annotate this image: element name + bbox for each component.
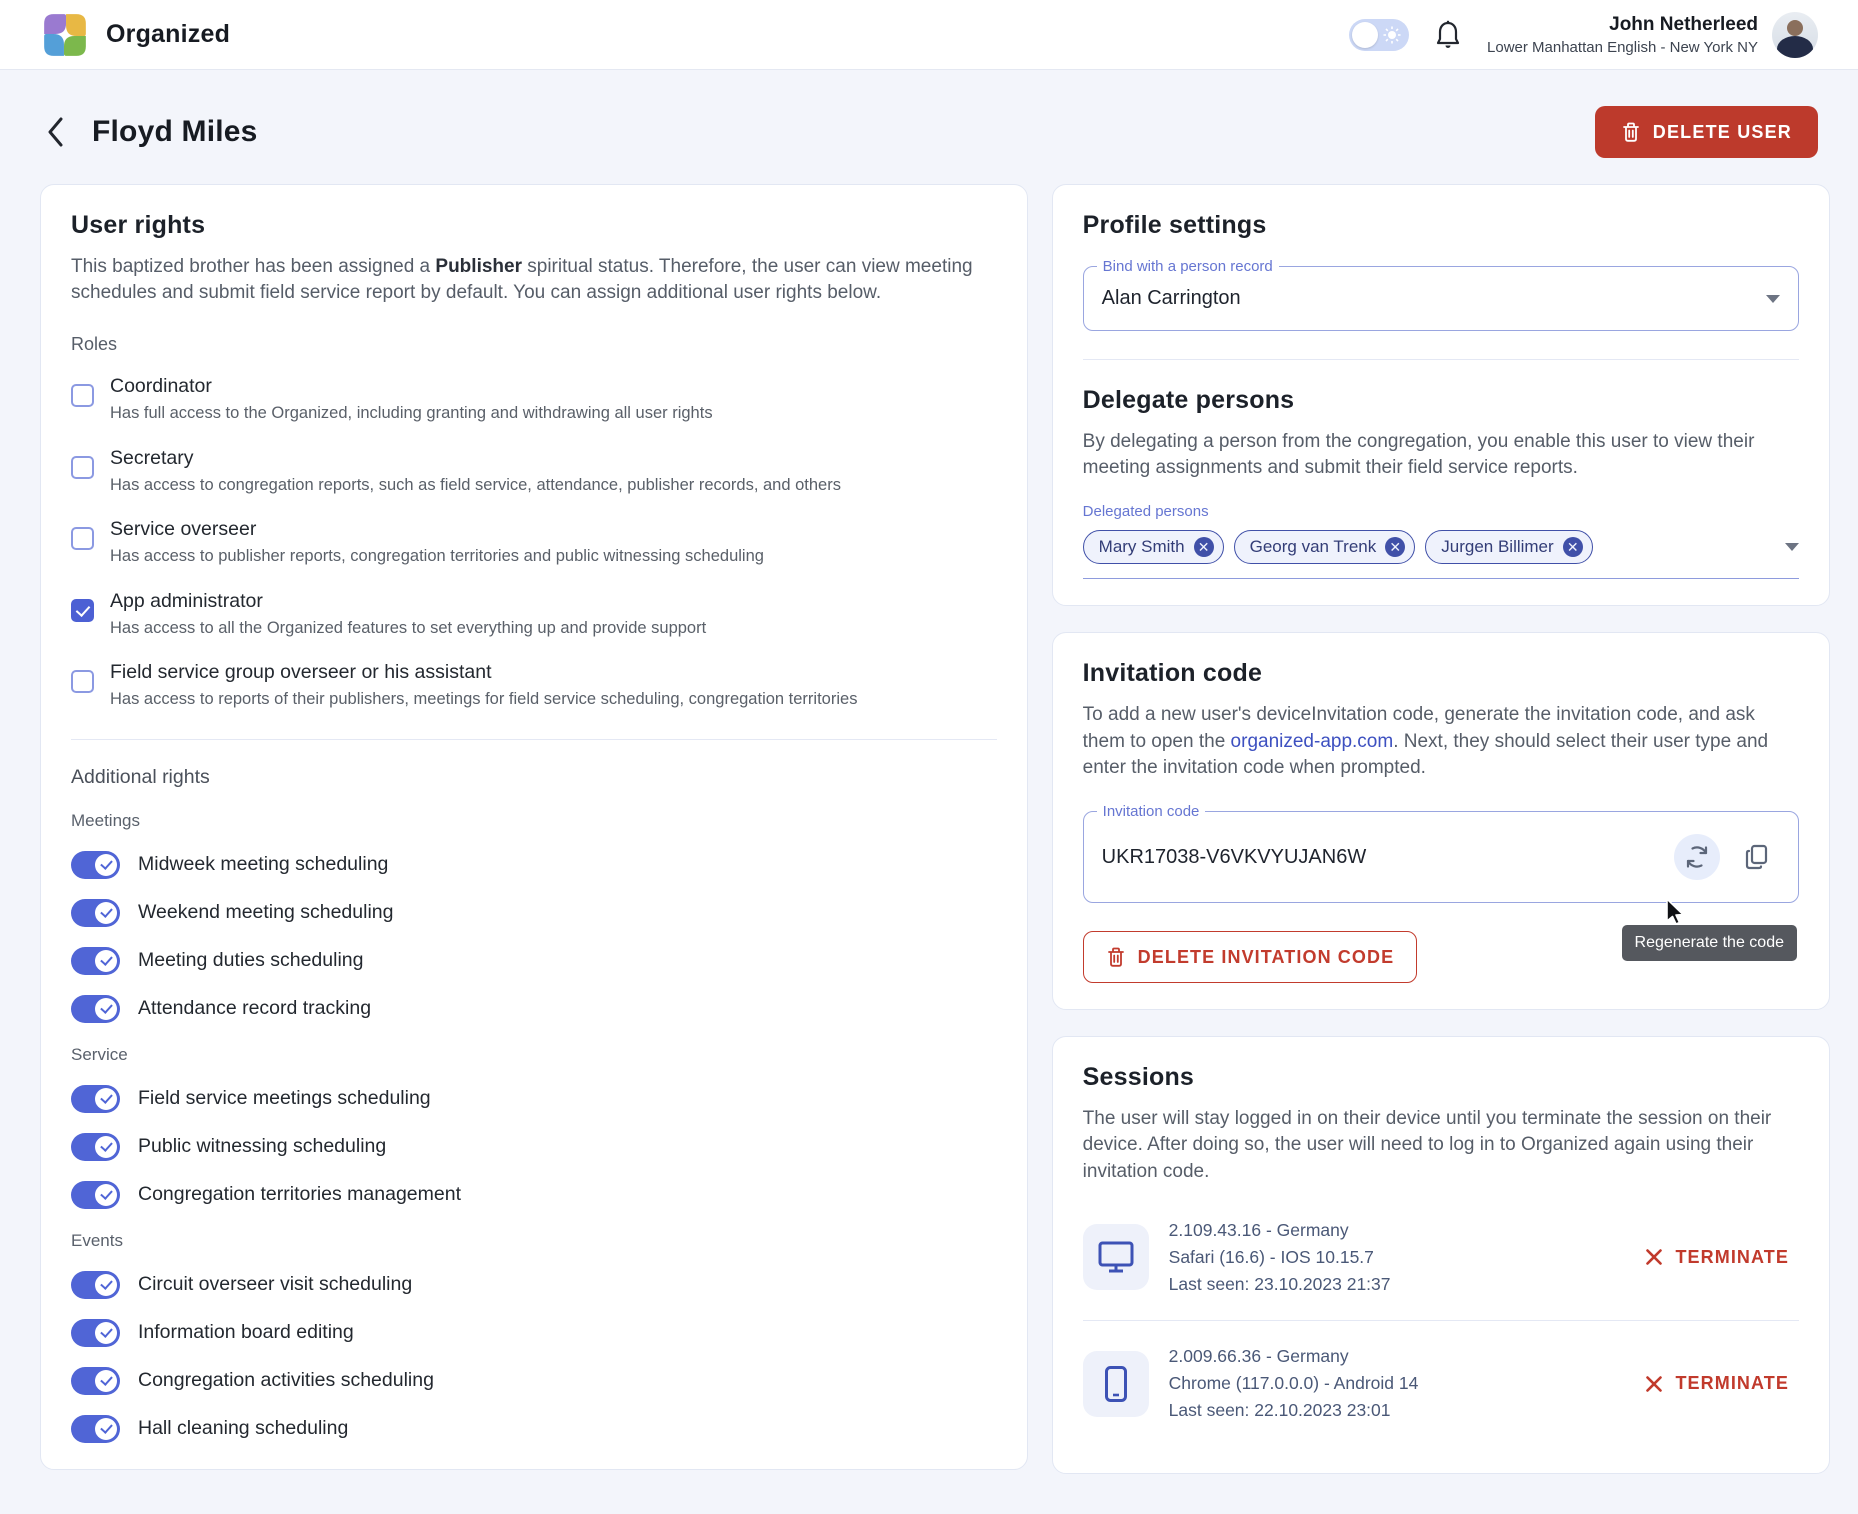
refresh-icon — [1684, 844, 1710, 870]
session-client: Chrome (117.0.0.0) - Android 14 — [1168, 1373, 1419, 1394]
avatar[interactable] — [1772, 12, 1818, 58]
role-checkbox[interactable] — [71, 527, 94, 550]
role-row — [71, 518, 997, 567]
role-checkbox[interactable] — [71, 599, 94, 622]
toggle-thumb-check-icon — [95, 1136, 117, 1158]
role-row — [71, 661, 997, 710]
toggle-switch[interactable] — [71, 1319, 120, 1347]
profile-settings-card — [1052, 184, 1830, 606]
current-user-congregation: Lower Manhattan English - New York NY — [1487, 38, 1758, 56]
right-toggle-row[interactable] — [71, 1415, 997, 1443]
role-description: Has access to reports of their publishers, meetings for field service scheduling, congregation territories — [110, 690, 858, 709]
toggle-thumb-check-icon — [95, 1322, 117, 1344]
toggle-thumb-check-icon — [95, 902, 117, 924]
role-description: Has access to publisher reports, congregation territories and public witnessing scheduling — [110, 547, 764, 566]
toggle-label: Congregation territories management — [138, 1183, 462, 1206]
chevron-down-icon — [1766, 295, 1780, 303]
regenerate-code-button[interactable] — [1674, 834, 1720, 880]
delegated-persons-field[interactable] — [1083, 520, 1799, 579]
chevron-down-icon — [1785, 543, 1799, 551]
invitation-code-field[interactable] — [1083, 803, 1799, 903]
toggle-label: Attendance record tracking — [138, 997, 372, 1020]
delegate-persons-title: Delegate persons — [1082, 386, 1295, 414]
trash-icon — [1621, 121, 1641, 143]
invitation-code-field-label: Invitation code — [1097, 803, 1206, 820]
regenerate-tooltip: Regenerate the code — [1622, 925, 1797, 961]
device-icon-tile — [1083, 1351, 1149, 1417]
role-label: Secretary — [110, 446, 194, 469]
toggle-switch[interactable] — [71, 1415, 120, 1443]
copy-icon — [1745, 844, 1769, 870]
right-toggle-row[interactable] — [71, 851, 997, 879]
organized-app-link[interactable]: organized-app.com — [1230, 730, 1394, 752]
right-toggle-row[interactable] — [71, 899, 997, 927]
session-row — [1083, 1195, 1799, 1320]
role-row — [71, 375, 997, 424]
notifications-bell-icon[interactable] — [1435, 20, 1461, 50]
mouse-cursor — [1663, 897, 1687, 927]
toggle-thumb-check-icon — [95, 998, 117, 1020]
right-toggle-row[interactable] — [71, 995, 997, 1023]
app-name: Organized — [106, 20, 231, 48]
theme-toggle[interactable] — [1349, 19, 1409, 51]
additional-rights-list — [71, 811, 997, 1443]
right-toggle-row[interactable] — [71, 1181, 997, 1209]
role-checkbox[interactable] — [71, 384, 94, 407]
top-header — [0, 0, 1858, 70]
invitation-code-title: Invitation code — [1082, 659, 1263, 688]
smartphone-icon — [1104, 1365, 1128, 1403]
sessions-title: Sessions — [1082, 1063, 1195, 1092]
toggle-label: Circuit overseer visit scheduling — [138, 1273, 413, 1296]
chip-label: Georg van Trenk — [1249, 537, 1377, 557]
remove-chip-icon[interactable]: ✕ — [1194, 537, 1214, 557]
role-checkbox[interactable] — [71, 670, 94, 693]
toggle-thumb-check-icon — [95, 1418, 117, 1440]
bind-person-select[interactable] — [1083, 258, 1799, 331]
toggle-label: Meeting duties scheduling — [138, 949, 364, 972]
toggle-switch[interactable] — [71, 1271, 120, 1299]
delete-invitation-code-button[interactable]: DELETE INVITATION CODE — [1083, 931, 1418, 983]
session-last-seen: Last seen: 23.10.2023 21:37 — [1168, 1274, 1391, 1294]
toggle-switch[interactable] — [71, 1181, 120, 1209]
roles-list — [71, 375, 997, 710]
right-toggle-row[interactable] — [71, 1271, 997, 1299]
toggle-switch[interactable] — [71, 947, 120, 975]
user-rights-title: User rights — [71, 211, 206, 239]
invitation-code-value: UKR17038-V6VKVYUJAN6W — [1101, 845, 1367, 868]
session-client: Safari (16.6) - IOS 10.15.7 — [1168, 1246, 1374, 1267]
device-icon-tile — [1083, 1224, 1149, 1290]
toggle-thumb-check-icon — [95, 1184, 117, 1206]
toggle-label: Hall cleaning scheduling — [138, 1417, 349, 1440]
app-logo-icon — [40, 10, 90, 60]
chip-label: Mary Smith — [1098, 537, 1185, 557]
toggle-label: Information board editing — [138, 1321, 354, 1344]
toggle-switch[interactable] — [71, 899, 120, 927]
user-rights-intro: This baptized brother has been assigned a Publisher spiritual status. Therefore, the user can view meeting schedules and submit field service report by default. You can assign additional user rights below. — [71, 256, 973, 304]
right-toggle-row[interactable] — [71, 947, 997, 975]
toggle-label: Field service meetings scheduling — [138, 1087, 431, 1110]
role-label: Service overseer — [110, 518, 257, 541]
toggle-switch[interactable] — [71, 1133, 120, 1161]
delegated-person-chip[interactable] — [1083, 530, 1224, 564]
session-ip-location: 2.009.66.36 - Germany — [1168, 1346, 1349, 1367]
role-row — [71, 590, 997, 639]
rights-group-label: Service — [71, 1044, 128, 1064]
right-toggle-row[interactable] — [71, 1367, 997, 1395]
chip-label: Jurgen Billimer — [1441, 537, 1554, 557]
trash-icon — [1106, 946, 1126, 968]
delegate-persons-description: By delegating a person from the congregation, you enable this user to view their meeting assignments and submit their field service reports. — [1082, 431, 1755, 479]
profile-settings-title: Profile settings — [1082, 211, 1267, 239]
toggle-switch[interactable] — [71, 851, 120, 879]
back-button[interactable] — [40, 117, 70, 147]
toggle-thumb-check-icon — [95, 1274, 117, 1296]
role-description: Has full access to the Organized, including granting and withdrawing all user rights — [110, 404, 713, 423]
rights-group-label: Meetings — [71, 810, 140, 830]
right-toggle-row[interactable] — [71, 1319, 997, 1347]
session-ip-location: 2.109.43.16 - Germany — [1168, 1219, 1349, 1240]
divider — [1083, 359, 1799, 360]
sessions-description: The user will stay logged in on their device until you terminate the session on their device. After doing so, the user will need to log in to Organized again using their invitation code. — [1082, 1108, 1772, 1182]
invitation-code-card — [1052, 632, 1830, 1010]
role-checkbox[interactable] — [71, 456, 94, 479]
role-label: App administrator — [110, 589, 263, 612]
delegated-persons-label: Delegated persons — [1082, 503, 1209, 521]
roles-label: Roles — [71, 334, 118, 355]
toggle-thumb-check-icon — [95, 1088, 117, 1110]
close-x-icon — [1645, 1248, 1663, 1266]
role-label: Field service group overseer or his assistant — [110, 661, 492, 684]
bind-person-label: Bind with a person record — [1097, 258, 1279, 275]
toggle-switch[interactable] — [71, 995, 120, 1023]
user-menu[interactable] — [1487, 12, 1818, 58]
role-description: Has access to all the Organized features to set everything up and provide support — [110, 618, 707, 637]
toggle-thumb-check-icon — [95, 950, 117, 972]
terminate-session-button[interactable]: TERMINATE — [1635, 1239, 1799, 1276]
delegated-person-chip[interactable] — [1234, 530, 1416, 564]
toggle-label: Public witnessing scheduling — [138, 1135, 387, 1158]
toggle-label: Weekend meeting scheduling — [138, 901, 394, 924]
toggle-label: Congregation activities scheduling — [138, 1369, 434, 1392]
right-toggle-row[interactable] — [71, 1085, 997, 1113]
invitation-code-description: To add a new user's deviceInvitation code, generate the invitation code, and ask them to open the organized-app.com. Next, they should select their user type and enter the invitation code when prompted. — [1082, 704, 1769, 778]
toggle-label: Midweek meeting scheduling — [138, 853, 389, 876]
session-last-seen: Last seen: 22.10.2023 23:01 — [1168, 1400, 1391, 1421]
divider — [71, 739, 997, 740]
copy-code-button[interactable] — [1734, 834, 1780, 880]
toggle-switch[interactable] — [71, 1085, 120, 1113]
theme-toggle-knob — [1352, 22, 1378, 48]
remove-chip-icon[interactable]: ✕ — [1563, 537, 1583, 557]
role-label: Coordinator — [110, 375, 212, 398]
additional-rights-label: Additional rights — [71, 765, 210, 788]
sessions-card — [1052, 1036, 1830, 1473]
delete-user-button[interactable]: DELETE USER — [1595, 106, 1818, 158]
bind-person-value: Alan Carrington — [1101, 287, 1241, 309]
role-description: Has access to congregation reports, such as field service, attendance, publisher records, and others — [110, 475, 841, 494]
session-row — [1083, 1320, 1799, 1446]
terminate-session-button[interactable]: TERMINATE — [1635, 1365, 1799, 1402]
current-user-name: John Netherleed — [1609, 13, 1758, 35]
user-rights-card — [40, 184, 1028, 1470]
close-x-icon — [1645, 1375, 1663, 1393]
sessions-list — [1083, 1195, 1799, 1447]
role-row — [71, 447, 997, 496]
rights-group-label: Events — [71, 1230, 123, 1250]
toggle-thumb-check-icon — [95, 1370, 117, 1392]
right-toggle-row[interactable] — [71, 1133, 997, 1161]
page-title: Floyd Miles — [92, 115, 258, 148]
desktop-icon — [1097, 1239, 1135, 1275]
remove-chip-icon[interactable]: ✕ — [1385, 537, 1405, 557]
toggle-thumb-check-icon — [95, 854, 117, 876]
sun-icon — [1383, 26, 1401, 44]
toggle-switch[interactable] — [71, 1367, 120, 1395]
delegated-person-chip[interactable] — [1425, 530, 1592, 564]
